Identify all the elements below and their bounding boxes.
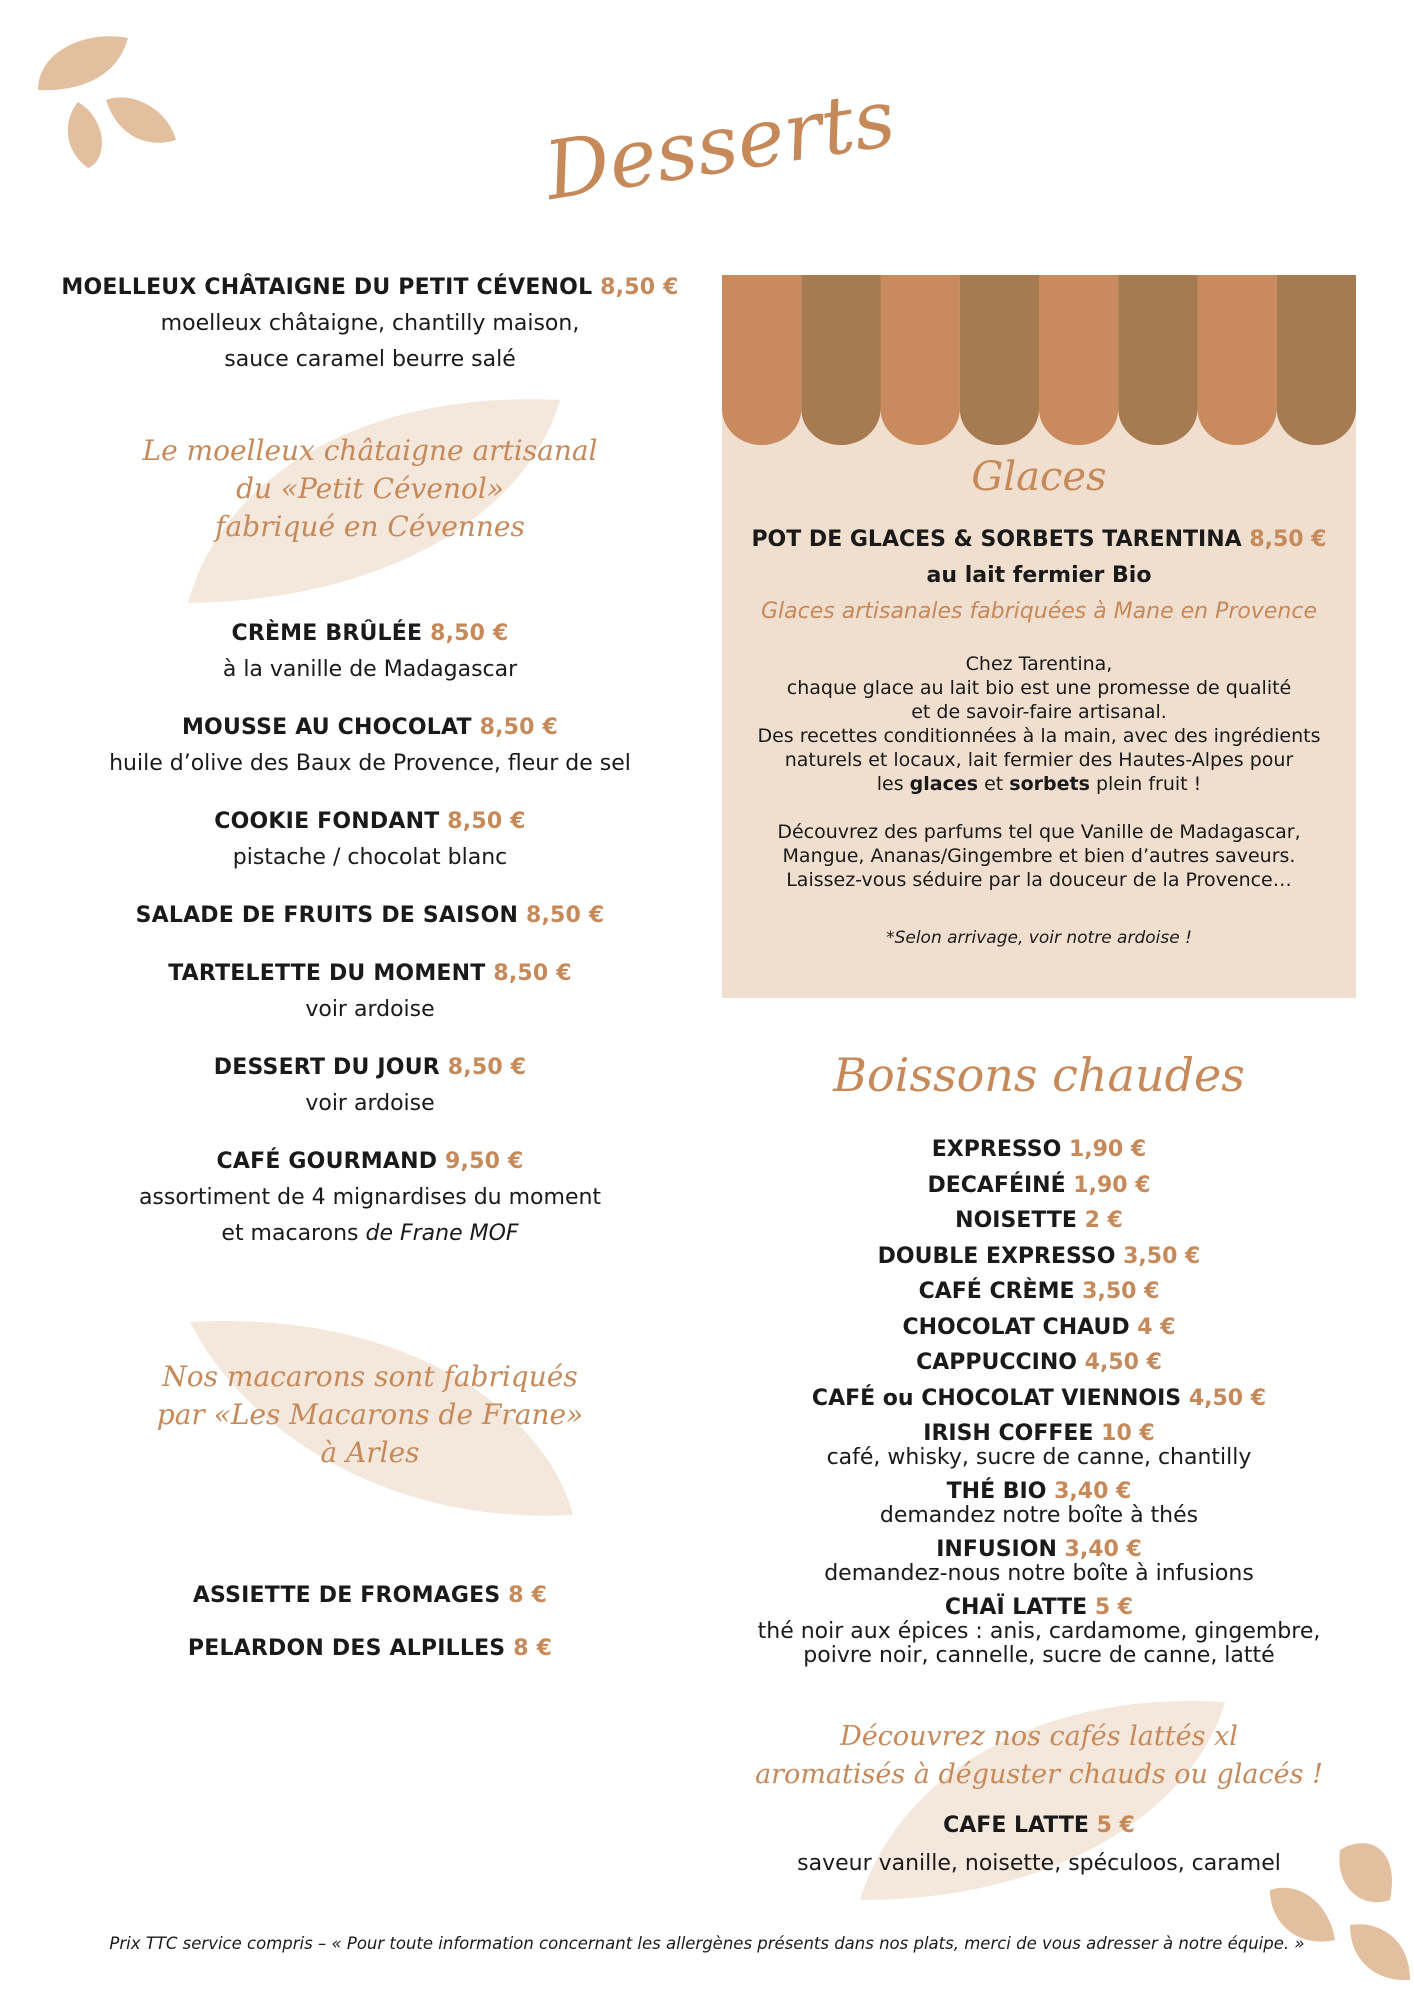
dessert-desc: voir ardoise [305,997,435,1022]
drink-price: 5 € [1096,1813,1135,1838]
glaces-bold: sorbets [1009,773,1090,795]
glaces-content [722,450,1356,950]
dessert-desc: huile d’olive des Baux de Provence, fleur de sel [109,751,631,776]
dessert-price: 8,50 € [447,1055,527,1080]
drink-desc: demandez notre boîte à thés [879,1503,1199,1528]
drink-price: 3,40 € [1054,1479,1132,1504]
drink-desc: poivre noir, cannelle, sucre de canne, latté [803,1643,1275,1668]
glaces-line: chaque glace au lait bio est une promesse de qualité [786,677,1292,699]
drink-desc: café, whisky, sucre de canne, chantilly [826,1445,1252,1470]
drink-price: 4 € [1137,1314,1176,1340]
macarons-callout [100,1358,640,1472]
leaf-cluster-top-left [28,20,178,170]
dessert-item [60,270,680,378]
dessert-price: 8,50 € [600,275,679,300]
drink-price: 2 € [1084,1208,1123,1233]
dessert-name: COOKIE FONDANT [214,809,440,834]
cheese-price: 8 € [513,1636,553,1661]
dessert-price: 8,50 € [479,715,559,740]
glaces-line: Chez Tarentina, [965,653,1113,675]
drink-desc: demandez-nous notre boîte à infusions [824,1561,1254,1586]
glaces-item-name: POT DE GLACES & SORBETS TARENTINA [751,527,1242,552]
dessert-desc: sauce caramel beurre salé [224,347,516,372]
drink-price: 3,40 € [1064,1537,1142,1562]
dessert-item [60,956,680,1028]
drink-item [722,1310,1356,1346]
callout-line: du «Petit Cévenol» [236,472,504,505]
drink-item [722,1132,1356,1168]
cheese-name: PELARDON DES ALPILLES [187,1636,506,1661]
dessert-item [60,804,680,876]
glaces-line: naturels et locaux, lait fermier des Hautes-Alpes pour [784,749,1294,771]
glaces-subtitle: au lait fermier Bio [926,563,1152,588]
dessert-name: SALADE DE FRUITS DE SAISON [135,903,519,928]
dessert-name: MOUSSE AU CHOCOLAT [181,715,472,740]
page-title: Desserts [538,71,902,218]
dessert-item [60,898,680,934]
dessert-price: 8,50 € [493,961,572,986]
glaces-line: et de savoir-faire artisanal. [911,701,1167,723]
dessert-item [60,710,680,782]
drink-item [722,1480,1356,1528]
drink-item [722,1596,1356,1668]
glaces-item-price: 8,50 € [1249,527,1327,552]
drink-item [722,1274,1356,1310]
drink-price: 4,50 € [1188,1385,1267,1411]
callout-line: à Arles [320,1436,420,1469]
drink-desc: thé noir aux épices : anis, cardamome, gingembre, [757,1619,1321,1644]
drink-name: EXPRESSO [931,1137,1062,1162]
dessert-desc: à la vanille de Madagascar [222,657,518,682]
boissons-section [722,1040,1356,1674]
drink-name: IRISH COFFEE [923,1421,1094,1446]
cheese-name: ASSIETTE DE FROMAGES [192,1583,501,1608]
drink-price: 1,90 € [1073,1172,1151,1198]
cheese-price: 8 € [508,1583,548,1608]
dessert-price: 9,50 € [445,1149,524,1174]
dessert-name: CRÈME BRÛLÉE [231,621,423,646]
dessert-desc: assortiment de 4 mignardises du moment [138,1185,602,1210]
drink-price: 4,50 € [1084,1350,1162,1375]
dessert-desc-text: et macarons [221,1221,366,1246]
drink-name: CHOCOLAT CHAUD [902,1314,1130,1340]
dessert-item [60,1144,680,1252]
glaces-line: Découvrez des parfums tel que Vanille de Madagascar, [777,821,1301,843]
dessert-price: 8,50 € [525,903,605,928]
glaces-line: Des recettes conditionnées à la main, avec des ingrédients [757,725,1321,747]
latte-promo [722,1718,1356,1882]
awning-decoration [722,275,1356,445]
drink-item [722,1168,1356,1204]
callout-line: Le moelleux châtaigne artisanal [142,434,598,467]
glaces-bold: glaces [909,773,979,795]
dessert-price: 8,50 € [430,621,509,646]
drink-name: NOISETTE [955,1208,1077,1233]
dessert-desc: voir ardoise [305,1091,435,1116]
dessert-desc: pistache / chocolat blanc [232,845,508,870]
dessert-name: TARTELETTE DU MOMENT [168,961,486,986]
drink-price: 1,90 € [1068,1137,1147,1162]
callout-line: fabriqué en Cévennes [215,510,525,543]
glaces-line: Laissez-vous séduire par la douceur de la Provence… [786,869,1292,891]
promo-line: Découvrez nos cafés lattés xl [840,1721,1238,1752]
dessert-desc: moelleux châtaigne, chantilly maison, [160,311,580,336]
dessert-name: DESSERT DU JOUR [213,1055,440,1080]
callout-line: par «Les Macarons de Frane» [156,1398,584,1431]
footer-note: Prix TTC service compris – « Pour toute information concernant les allergènes présents dans nos plats, merci de vous adresser à notre équipe. » [109,1934,1305,1953]
drink-item [722,1381,1356,1417]
drink-desc: saveur vanille, noisette, spéculoos, caramel [797,1850,1281,1876]
dessert-price: 8,50 € [447,809,526,834]
dessert-name: CAFÉ GOURMAND [216,1149,438,1174]
drink-name: DOUBLE EXPRESSO [877,1243,1116,1269]
drink-name: CAFE LATTE [943,1813,1089,1838]
desserts-list [60,270,680,400]
cheese-item [60,1578,680,1614]
glaces-text: les [876,773,910,795]
drink-item [722,1239,1356,1275]
glaces-title: Glaces [971,454,1107,500]
cheese-item [60,1631,680,1667]
drink-name: CHAÏ LATTE [944,1595,1088,1620]
glaces-text: et [978,773,1010,795]
drink-name: THÉ BIO [946,1479,1047,1504]
drink-name: DECAFÉINÉ [927,1172,1066,1198]
glaces-line: Mangue, Ananas/Gingembre et bien d’autres saveurs. [782,845,1296,867]
drink-price: 10 € [1101,1421,1155,1446]
glaces-description [722,652,1356,892]
drink-price: 5 € [1094,1595,1134,1620]
drink-name: INFUSION [936,1537,1057,1562]
drink-name: CAFÉ ou CHOCOLAT VIENNOIS [811,1385,1182,1411]
drink-item [722,1422,1356,1470]
boissons-title: Boissons chaudes [833,1048,1245,1102]
dessert-item [60,1050,680,1122]
callout-line: Nos macarons sont fabriqués [162,1360,578,1393]
drink-item [722,1203,1356,1239]
dessert-item [60,616,680,688]
drink-name: CAPPUCCINO [916,1350,1077,1375]
dessert-desc-italic: de Frane MOF [365,1221,519,1246]
cheese-list [60,1578,680,1689]
desserts-list-continued [60,616,680,1274]
drink-price: 3,50 € [1123,1243,1201,1269]
dessert-desc [60,1216,680,1252]
glaces-item [722,522,1356,558]
promo-line: aromatisés à déguster chauds ou glacés ! [755,1759,1323,1790]
drink-item [722,1538,1356,1586]
glaces-tagline: Glaces artisanales fabriquées à Mane en Provence [760,599,1318,624]
drink-price: 3,50 € [1082,1279,1160,1304]
glaces-text: plein fruit ! [1089,773,1202,795]
glaces-note: *Selon arrivage, voir notre ardoise ! [886,928,1192,948]
drink-item [722,1345,1356,1381]
chataigne-callout [100,432,640,546]
glaces-panel [722,275,1356,998]
drink-name: CAFÉ CRÈME [918,1279,1075,1304]
dessert-name: MOELLEUX CHÂTAIGNE DU PETIT CÉVENOL [61,275,593,300]
glaces-line [722,772,1356,796]
